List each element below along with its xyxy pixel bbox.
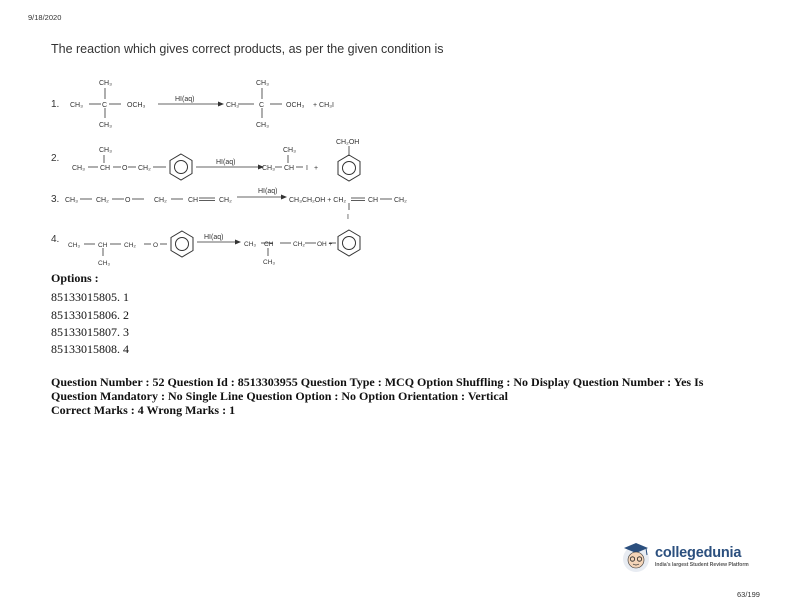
- benzene-ring-icon: [171, 231, 193, 257]
- r3-product-part1: CH₃CH₂OH + CH₂: [289, 197, 347, 204]
- question-text: The reaction which gives correct products, as per the given condition is: [51, 42, 444, 56]
- r4-product-ch2: CH₂: [293, 241, 305, 248]
- r4-product-bottom: CH₃: [263, 259, 276, 266]
- r1-reactant-c: C: [102, 102, 108, 109]
- r1-product-och3: OCH₃: [286, 102, 305, 109]
- r2-product-i: I: [306, 165, 308, 172]
- r1-product-ch3: CH₃: [226, 102, 239, 109]
- r2-reactant-o: O: [122, 165, 128, 172]
- r1-reactant-och3: OCH₃: [127, 102, 146, 109]
- options-title: Options :: [51, 271, 99, 285]
- r4-product-ch: CH: [264, 241, 274, 248]
- r3-reactant-ch: CH: [188, 197, 199, 204]
- r4-reactant-ch: CH: [98, 242, 108, 249]
- r4-reactant-ch3: CH₃: [68, 242, 81, 249]
- benzene-ring-icon: [338, 155, 360, 181]
- reaction-1-number: 1.: [51, 99, 60, 110]
- r3-product-i: I: [347, 214, 349, 221]
- meta-line-1: Question Number : 52 Question Id : 8513303955 Question Type : MCQ Option Shuffling : No Display Question Number : Yes Is: [51, 375, 704, 389]
- meta-line-2: Question Mandatory : No Single Line Question Option : No Option Orientation : Vertical: [51, 389, 509, 403]
- r2-reactant-ch3: CH₃: [72, 165, 85, 172]
- r3-reactant-ch3: CH₃: [65, 197, 78, 204]
- r2-reactant-ch2: CH₂: [138, 165, 151, 172]
- r2-product-ch: CH: [284, 165, 295, 172]
- r3-product-ch2: CH₂: [394, 197, 407, 204]
- reaction-3-number: 3.: [51, 194, 60, 205]
- option-4: 85133015808. 4: [51, 342, 129, 356]
- benzene-ring-icon: [338, 230, 360, 256]
- r3-product-ch: CH: [368, 197, 379, 204]
- reactions-figure: [0, 0, 792, 270]
- r1-reactant-top: CH₃: [99, 80, 112, 87]
- r4-reactant-o: O: [153, 242, 159, 249]
- r2-product-plus: +: [314, 165, 319, 172]
- r1-reactant-bottom: CH₃: [99, 122, 112, 129]
- benzene-ring-icon: [170, 154, 192, 180]
- option-3: 85133015807. 3: [51, 325, 129, 339]
- option-2: 85133015806. 2: [51, 308, 129, 322]
- r3-reactant-ch2-b: CH₂: [154, 197, 167, 204]
- r2-product-ring-sub: CH₂OH: [336, 139, 360, 146]
- r4-product-ch3: CH₃: [244, 241, 257, 248]
- meta-line-3: Correct Marks : 4 Wrong Marks : 1: [51, 403, 236, 417]
- question-meta: [51, 375, 751, 417]
- r1-product-c: C: [259, 102, 265, 109]
- r2-reactant-ch: CH: [100, 165, 111, 172]
- page-number: 63/199: [737, 590, 760, 599]
- r4-reactant-ch2: CH₂: [124, 242, 136, 249]
- r2-product-top: CH₃: [283, 147, 296, 154]
- r1-reagent: HI(aq): [175, 96, 195, 103]
- r2-product-ch3: CH₃: [262, 165, 275, 172]
- r3-reagent: HI(aq): [258, 188, 278, 195]
- r1-product-bottom: CH₃: [256, 122, 269, 129]
- r1-product-top: CH₃: [256, 80, 269, 87]
- logo-tagline: India's largest Student Review Platform: [655, 562, 749, 568]
- logo-name: collegedunia: [655, 545, 742, 561]
- r3-reactant-ch2: CH₂: [96, 197, 109, 204]
- r2-reactant-top: CH₃: [99, 147, 112, 154]
- r1-reactant-ch3: CH₃: [70, 102, 83, 109]
- r4-reagent: HI(aq): [204, 234, 224, 241]
- r3-reactant-o: O: [125, 197, 131, 204]
- reaction-2-number: 2.: [51, 153, 60, 164]
- print-date: 9/18/2020: [28, 13, 62, 22]
- r1-product-extra: + CH₃I: [313, 102, 334, 109]
- r4-reactant-bottom: CH₃: [98, 260, 111, 267]
- option-1: 85133015805. 1: [51, 290, 129, 304]
- r3-reactant-ch2-c: CH₂: [219, 197, 232, 204]
- r2-reagent: HI(aq): [216, 159, 236, 166]
- r4-product-oh: OH +: [317, 241, 333, 248]
- reaction-4-number: 4.: [51, 234, 60, 245]
